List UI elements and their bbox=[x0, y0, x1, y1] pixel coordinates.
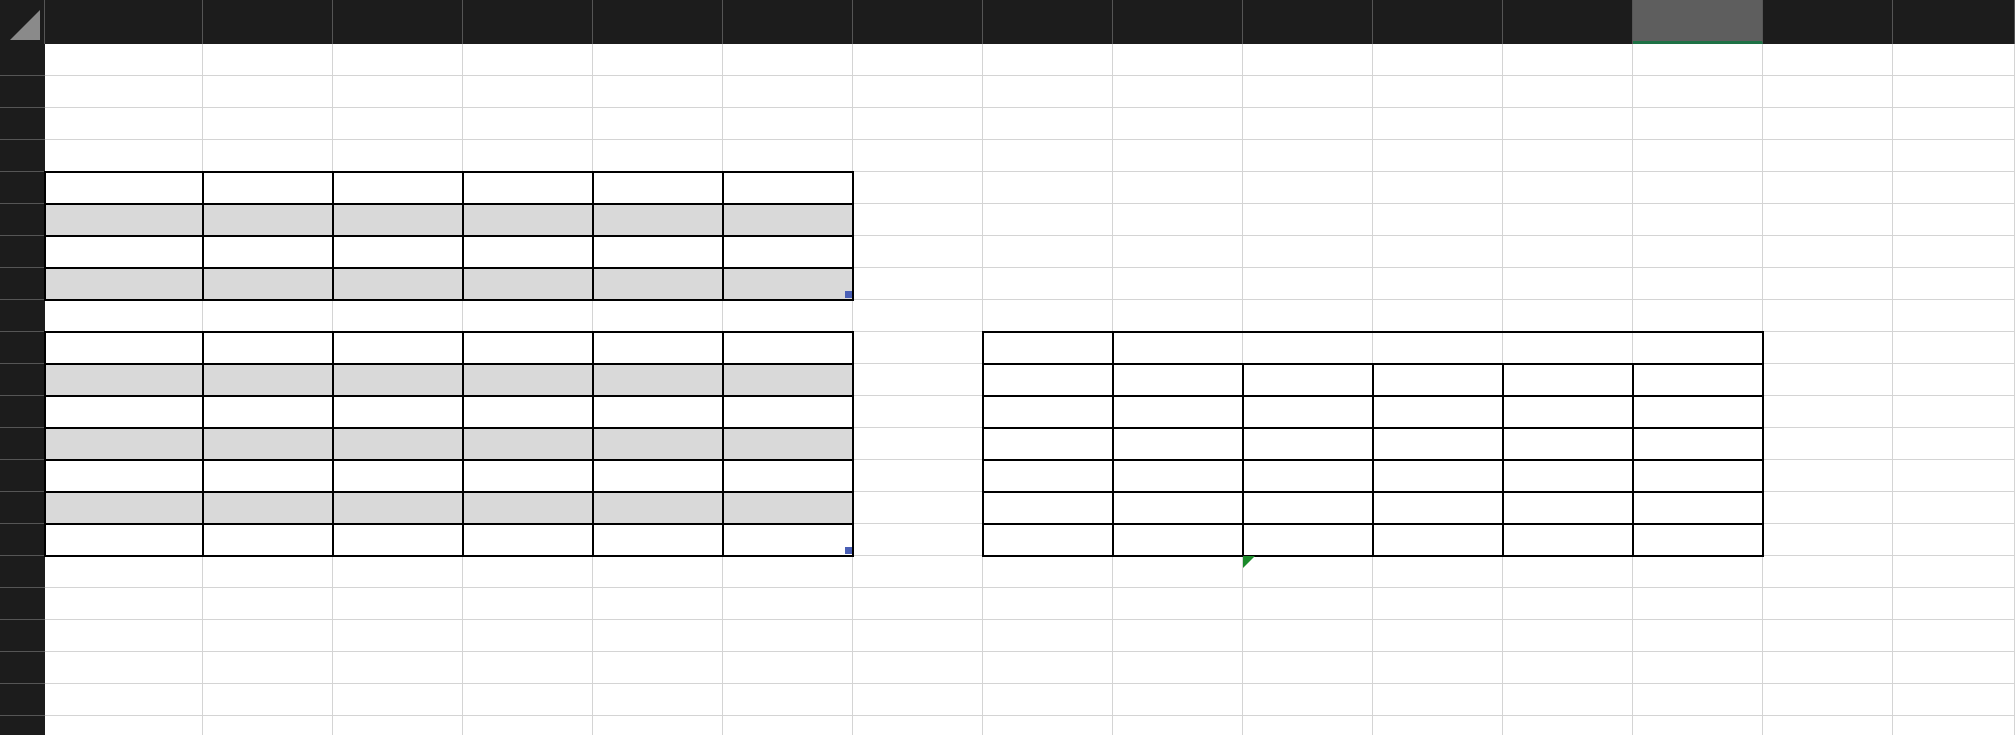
table3-subheader-cell[interactable] bbox=[1373, 364, 1503, 396]
table1-header-cell[interactable] bbox=[203, 172, 333, 204]
table3-cell[interactable] bbox=[1243, 428, 1373, 460]
column-gridline bbox=[1892, 44, 1893, 735]
table3-cell[interactable] bbox=[1503, 460, 1633, 492]
table2-cell[interactable] bbox=[203, 460, 333, 492]
table3-cell[interactable] bbox=[1633, 428, 1763, 460]
table1-header-cell[interactable] bbox=[333, 172, 463, 204]
table3-cell[interactable] bbox=[1503, 524, 1633, 556]
table1-cell[interactable] bbox=[723, 268, 853, 300]
column-header-l[interactable] bbox=[1503, 0, 1633, 44]
column-header-m[interactable] bbox=[1633, 0, 1763, 44]
table1-cell[interactable] bbox=[333, 204, 463, 236]
column-header-f[interactable] bbox=[723, 0, 853, 44]
table3-cell[interactable] bbox=[1243, 492, 1373, 524]
column-header-c[interactable] bbox=[333, 0, 463, 44]
table2-cell[interactable] bbox=[333, 428, 463, 460]
cell-comment-indicator-icon bbox=[1243, 556, 1255, 568]
table2-cell[interactable] bbox=[333, 460, 463, 492]
column-header-a[interactable] bbox=[45, 0, 203, 44]
side-value-o[interactable] bbox=[1893, 492, 2015, 524]
table2-header-cell[interactable] bbox=[45, 332, 203, 364]
table2-header-cell[interactable] bbox=[333, 332, 463, 364]
table3-cell[interactable] bbox=[1243, 396, 1373, 428]
side-value-n[interactable] bbox=[1763, 492, 1893, 524]
table1-cell[interactable] bbox=[723, 236, 853, 268]
row-gridline bbox=[45, 139, 2015, 140]
table3-subheader-cell[interactable] bbox=[1243, 364, 1373, 396]
table2-cell[interactable] bbox=[45, 396, 203, 428]
table1-cell[interactable] bbox=[333, 268, 463, 300]
table2-cell[interactable] bbox=[333, 524, 463, 556]
table3-subheader-cell[interactable] bbox=[1503, 364, 1633, 396]
table2-cell[interactable] bbox=[203, 524, 333, 556]
select-all-triangle-icon bbox=[10, 10, 40, 40]
table2-cell[interactable] bbox=[203, 396, 333, 428]
table2-cell[interactable] bbox=[463, 428, 593, 460]
demand-row-cell[interactable] bbox=[1243, 588, 1373, 620]
supply-total-cell[interactable] bbox=[1113, 556, 1243, 588]
table2-cell[interactable] bbox=[203, 492, 333, 524]
row-header-3[interactable] bbox=[0, 108, 45, 140]
table2-cell[interactable] bbox=[723, 460, 853, 492]
table2-cell[interactable] bbox=[45, 428, 203, 460]
table3-cell[interactable] bbox=[1113, 524, 1243, 556]
column-header-b[interactable] bbox=[203, 0, 333, 44]
table2-cell[interactable] bbox=[45, 492, 203, 524]
row-header-6[interactable] bbox=[0, 204, 45, 236]
table2-cell[interactable] bbox=[593, 460, 723, 492]
row-header-21[interactable] bbox=[0, 684, 45, 716]
table1-cell[interactable] bbox=[463, 236, 593, 268]
side-value-o[interactable] bbox=[1893, 524, 2015, 556]
table3-cell[interactable] bbox=[1633, 460, 1763, 492]
column-header-n[interactable] bbox=[1763, 0, 1893, 44]
description-line-2[interactable] bbox=[203, 108, 333, 140]
table3-cell[interactable] bbox=[1373, 428, 1503, 460]
table1-header-cell[interactable] bbox=[723, 172, 853, 204]
table1-resize-handle[interactable] bbox=[845, 291, 852, 298]
row-header-10[interactable] bbox=[0, 332, 45, 364]
table3-cell[interactable] bbox=[1113, 492, 1243, 524]
table3-cell[interactable] bbox=[1633, 396, 1763, 428]
row-header-18[interactable] bbox=[0, 588, 45, 620]
row-header-20[interactable] bbox=[0, 652, 45, 684]
table2-cell[interactable] bbox=[723, 524, 853, 556]
row-header-1[interactable] bbox=[0, 44, 45, 76]
side-value-n[interactable] bbox=[1763, 524, 1893, 556]
row-header-22[interactable] bbox=[0, 716, 45, 735]
side-value-n[interactable] bbox=[1763, 460, 1893, 492]
row-header-14[interactable] bbox=[0, 460, 45, 492]
row-header-11[interactable] bbox=[0, 364, 45, 396]
table1-cell[interactable] bbox=[463, 204, 593, 236]
row-gridline bbox=[45, 75, 2015, 76]
table3-subheader-cell[interactable] bbox=[1113, 364, 1243, 396]
total-cost-value[interactable] bbox=[1113, 684, 1243, 716]
table2-cell[interactable] bbox=[333, 396, 463, 428]
table1-cell[interactable] bbox=[45, 204, 203, 236]
column-header-j[interactable] bbox=[1243, 0, 1373, 44]
table1-cell[interactable] bbox=[203, 236, 333, 268]
row-header-16[interactable] bbox=[0, 524, 45, 556]
description-line-1[interactable] bbox=[203, 76, 333, 108]
row-header-7[interactable] bbox=[0, 236, 45, 268]
table3-subheader-cell[interactable] bbox=[1633, 364, 1763, 396]
table2-cell[interactable] bbox=[203, 428, 333, 460]
row-header-13[interactable] bbox=[0, 428, 45, 460]
column-header-e[interactable] bbox=[593, 0, 723, 44]
table3-cell[interactable] bbox=[1113, 460, 1243, 492]
table1-cell[interactable] bbox=[203, 204, 333, 236]
table1-cell[interactable] bbox=[593, 236, 723, 268]
table3-cell[interactable] bbox=[983, 428, 1113, 460]
table3-cell[interactable] bbox=[1373, 492, 1503, 524]
column-header-i[interactable] bbox=[1113, 0, 1243, 44]
table2-header-cell[interactable] bbox=[593, 332, 723, 364]
row-header-4[interactable] bbox=[0, 140, 45, 172]
table2-cell[interactable] bbox=[593, 428, 723, 460]
table1-cell[interactable] bbox=[45, 268, 203, 300]
row-header-17[interactable] bbox=[0, 556, 45, 588]
row-header-19[interactable] bbox=[0, 620, 45, 652]
column-header-g[interactable] bbox=[853, 0, 983, 44]
table2-cell[interactable] bbox=[333, 492, 463, 524]
table3-cell[interactable] bbox=[1373, 524, 1503, 556]
table1-cell[interactable] bbox=[333, 236, 463, 268]
table1-cell[interactable] bbox=[45, 236, 203, 268]
demand-row-cell[interactable] bbox=[1503, 588, 1633, 620]
table3-cell[interactable] bbox=[983, 396, 1113, 428]
table3-cell[interactable] bbox=[1503, 492, 1633, 524]
table2-subheader-cell[interactable] bbox=[593, 364, 723, 396]
table3-cell[interactable] bbox=[983, 460, 1113, 492]
table3-cell[interactable] bbox=[1633, 492, 1763, 524]
table2-header-cell[interactable] bbox=[723, 332, 853, 364]
table3-cell[interactable] bbox=[1113, 396, 1243, 428]
table2-cell[interactable] bbox=[593, 396, 723, 428]
demand-row-cell[interactable] bbox=[1113, 588, 1243, 620]
table3-cell[interactable] bbox=[1243, 460, 1373, 492]
supply-total-cell[interactable] bbox=[1633, 556, 1763, 588]
row-gridline bbox=[45, 651, 2015, 652]
row-header-5[interactable] bbox=[0, 172, 45, 204]
table2-cell[interactable] bbox=[723, 396, 853, 428]
table2-cell[interactable] bbox=[723, 428, 853, 460]
side-value-o[interactable] bbox=[1893, 428, 2015, 460]
table2-header-cell[interactable] bbox=[203, 332, 333, 364]
table2-cell[interactable] bbox=[463, 460, 593, 492]
table2-subheader-cell[interactable] bbox=[723, 364, 853, 396]
table1-header-cell[interactable] bbox=[593, 172, 723, 204]
table2-subheader-cell[interactable] bbox=[203, 364, 333, 396]
table2-header-cell[interactable] bbox=[463, 332, 593, 364]
side-value-o[interactable] bbox=[1893, 396, 2015, 428]
table1-cell[interactable] bbox=[203, 268, 333, 300]
demand-row-cell[interactable] bbox=[1633, 588, 1763, 620]
table1-header-cell[interactable] bbox=[45, 172, 203, 204]
table1-cell[interactable] bbox=[593, 268, 723, 300]
table3-title[interactable] bbox=[1113, 332, 1763, 364]
table3-cell[interactable] bbox=[983, 492, 1113, 524]
table1-header-cell[interactable] bbox=[463, 172, 593, 204]
supply-total-cell[interactable] bbox=[1243, 556, 1373, 588]
supply-total-cell[interactable] bbox=[1503, 556, 1633, 588]
side-value-n[interactable] bbox=[1763, 428, 1893, 460]
select-all-button[interactable] bbox=[0, 0, 45, 44]
table2-cell[interactable] bbox=[463, 396, 593, 428]
table3-cell[interactable] bbox=[1633, 524, 1763, 556]
column-header-d[interactable] bbox=[463, 0, 593, 44]
row-header-9[interactable] bbox=[0, 300, 45, 332]
table2-cell[interactable] bbox=[593, 492, 723, 524]
table2-subheader-cell[interactable] bbox=[463, 364, 593, 396]
table2-subheader-cell[interactable] bbox=[45, 364, 203, 396]
table2-cell[interactable] bbox=[45, 460, 203, 492]
table2-cell[interactable] bbox=[593, 524, 723, 556]
column-header-o[interactable] bbox=[1893, 0, 2015, 44]
side-value-n[interactable] bbox=[1763, 396, 1893, 428]
row-header-8[interactable] bbox=[0, 268, 45, 300]
supply-total-cell[interactable] bbox=[1373, 556, 1503, 588]
table3-cell[interactable] bbox=[983, 524, 1113, 556]
table1-cell[interactable] bbox=[463, 268, 593, 300]
table2-resize-handle[interactable] bbox=[845, 547, 852, 554]
table2-cell[interactable] bbox=[723, 492, 853, 524]
table3-cell[interactable] bbox=[1373, 460, 1503, 492]
table1-cell[interactable] bbox=[723, 204, 853, 236]
side-value-o[interactable] bbox=[1893, 460, 2015, 492]
column-header-h[interactable] bbox=[983, 0, 1113, 44]
table1-cell[interactable] bbox=[593, 204, 723, 236]
demand-row-cell[interactable] bbox=[1373, 588, 1503, 620]
table3-cell[interactable] bbox=[1503, 428, 1633, 460]
table2-subheader-cell[interactable] bbox=[333, 364, 463, 396]
table3-cell[interactable] bbox=[1113, 428, 1243, 460]
total-cost-label[interactable] bbox=[983, 684, 1113, 716]
table3-cell[interactable] bbox=[1373, 396, 1503, 428]
table2-cell[interactable] bbox=[463, 492, 593, 524]
row-header-2[interactable] bbox=[0, 76, 45, 108]
row-gridline bbox=[45, 107, 2015, 108]
table3-cell[interactable] bbox=[1503, 396, 1633, 428]
row-header-12[interactable] bbox=[0, 396, 45, 428]
table3-cell[interactable] bbox=[1243, 524, 1373, 556]
row-header-15[interactable] bbox=[0, 492, 45, 524]
column-header-k[interactable] bbox=[1373, 0, 1503, 44]
table2-cell[interactable] bbox=[463, 524, 593, 556]
table2-cell[interactable] bbox=[45, 524, 203, 556]
